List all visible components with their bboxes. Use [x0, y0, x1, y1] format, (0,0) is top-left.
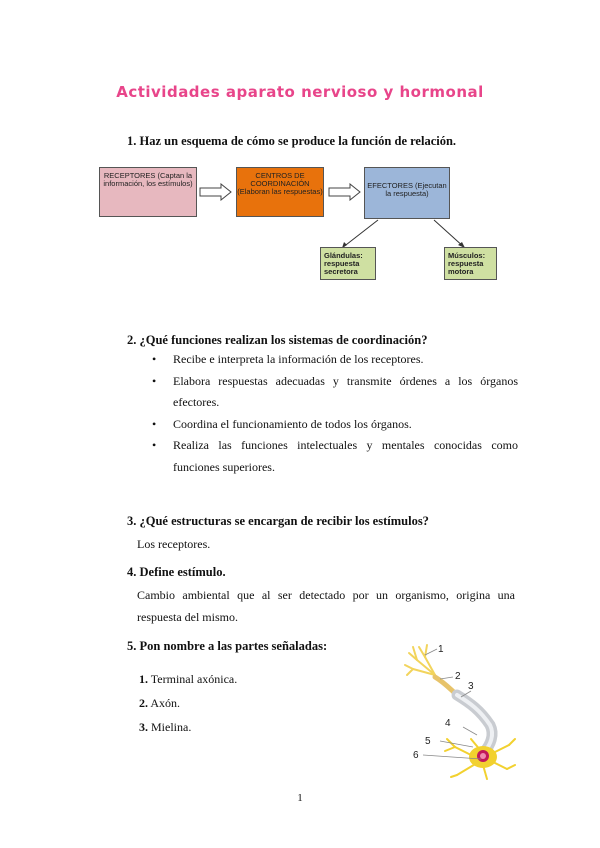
item-text: Terminal axónica.	[150, 672, 238, 686]
item-number: 1.	[139, 672, 148, 686]
item-number: 2.	[139, 696, 148, 710]
list-item: • Elabora respuestas adecuadas y transmite órdenes a los órganos efectores.	[148, 371, 518, 414]
answer-4: Cambio ambiental que al ser detectado por un organismo, origina una respuesta del mismo.	[137, 588, 515, 624]
neuron-label-3: 3	[468, 681, 474, 692]
arrow-right-icon	[328, 183, 362, 201]
list-item	[139, 692, 180, 714]
item-text: Axón.	[150, 696, 181, 710]
page-number: 1	[297, 792, 303, 804]
list-item: • Recibe e interpreta la información de los receptores.	[148, 349, 518, 371]
neuron-label-2: 2	[455, 671, 461, 682]
list-item: • Coordina el funcionamiento de todos los órganos.	[148, 414, 518, 436]
answer-3: Los receptores.	[137, 537, 211, 551]
efectores-box: EFECTORES (Ejecutan la respuesta)	[364, 167, 450, 219]
item-text: Mielina.	[151, 720, 192, 734]
q2-answer-list	[148, 349, 518, 478]
question-3: 3. ¿Qué estructuras se encargan de recibir los estímulos?	[127, 514, 429, 528]
question-2: 2. ¿Qué funciones realizan los sistemas de coordinación?	[127, 333, 428, 347]
list-item	[139, 716, 191, 738]
neuron-label-6: 6	[413, 750, 419, 761]
question-4: 4. Define estímulo.	[127, 565, 226, 579]
neuron-label-4: 4	[445, 718, 451, 729]
musculos-box: Músculos: respuesta motora	[444, 247, 497, 280]
arrow-right-icon	[199, 183, 233, 201]
neuron-label-1: 1	[438, 644, 444, 655]
list-item: • Realiza las funciones intelectuales y mentales conocidas como funciones superiores.	[148, 435, 518, 478]
page-title: Actividades aparato nervioso y hormonal	[116, 83, 484, 101]
centros-coordinacion-box: CENTROS DE COORDINACIÓN (Elaboran las respuestas)	[236, 167, 324, 217]
glandulas-box: Glándulas: respuesta secretora	[320, 247, 376, 280]
neuron-label-5: 5	[425, 736, 431, 747]
receptores-box: RECEPTORES (Captan la información, los estímulos)	[99, 167, 197, 217]
question-1: 1. Haz un esquema de cómo se produce la función de relación.	[127, 134, 457, 148]
item-number: 3.	[139, 720, 148, 734]
list-item	[139, 668, 237, 690]
question-5: 5. Pon nombre a las partes señaladas:	[127, 639, 328, 653]
